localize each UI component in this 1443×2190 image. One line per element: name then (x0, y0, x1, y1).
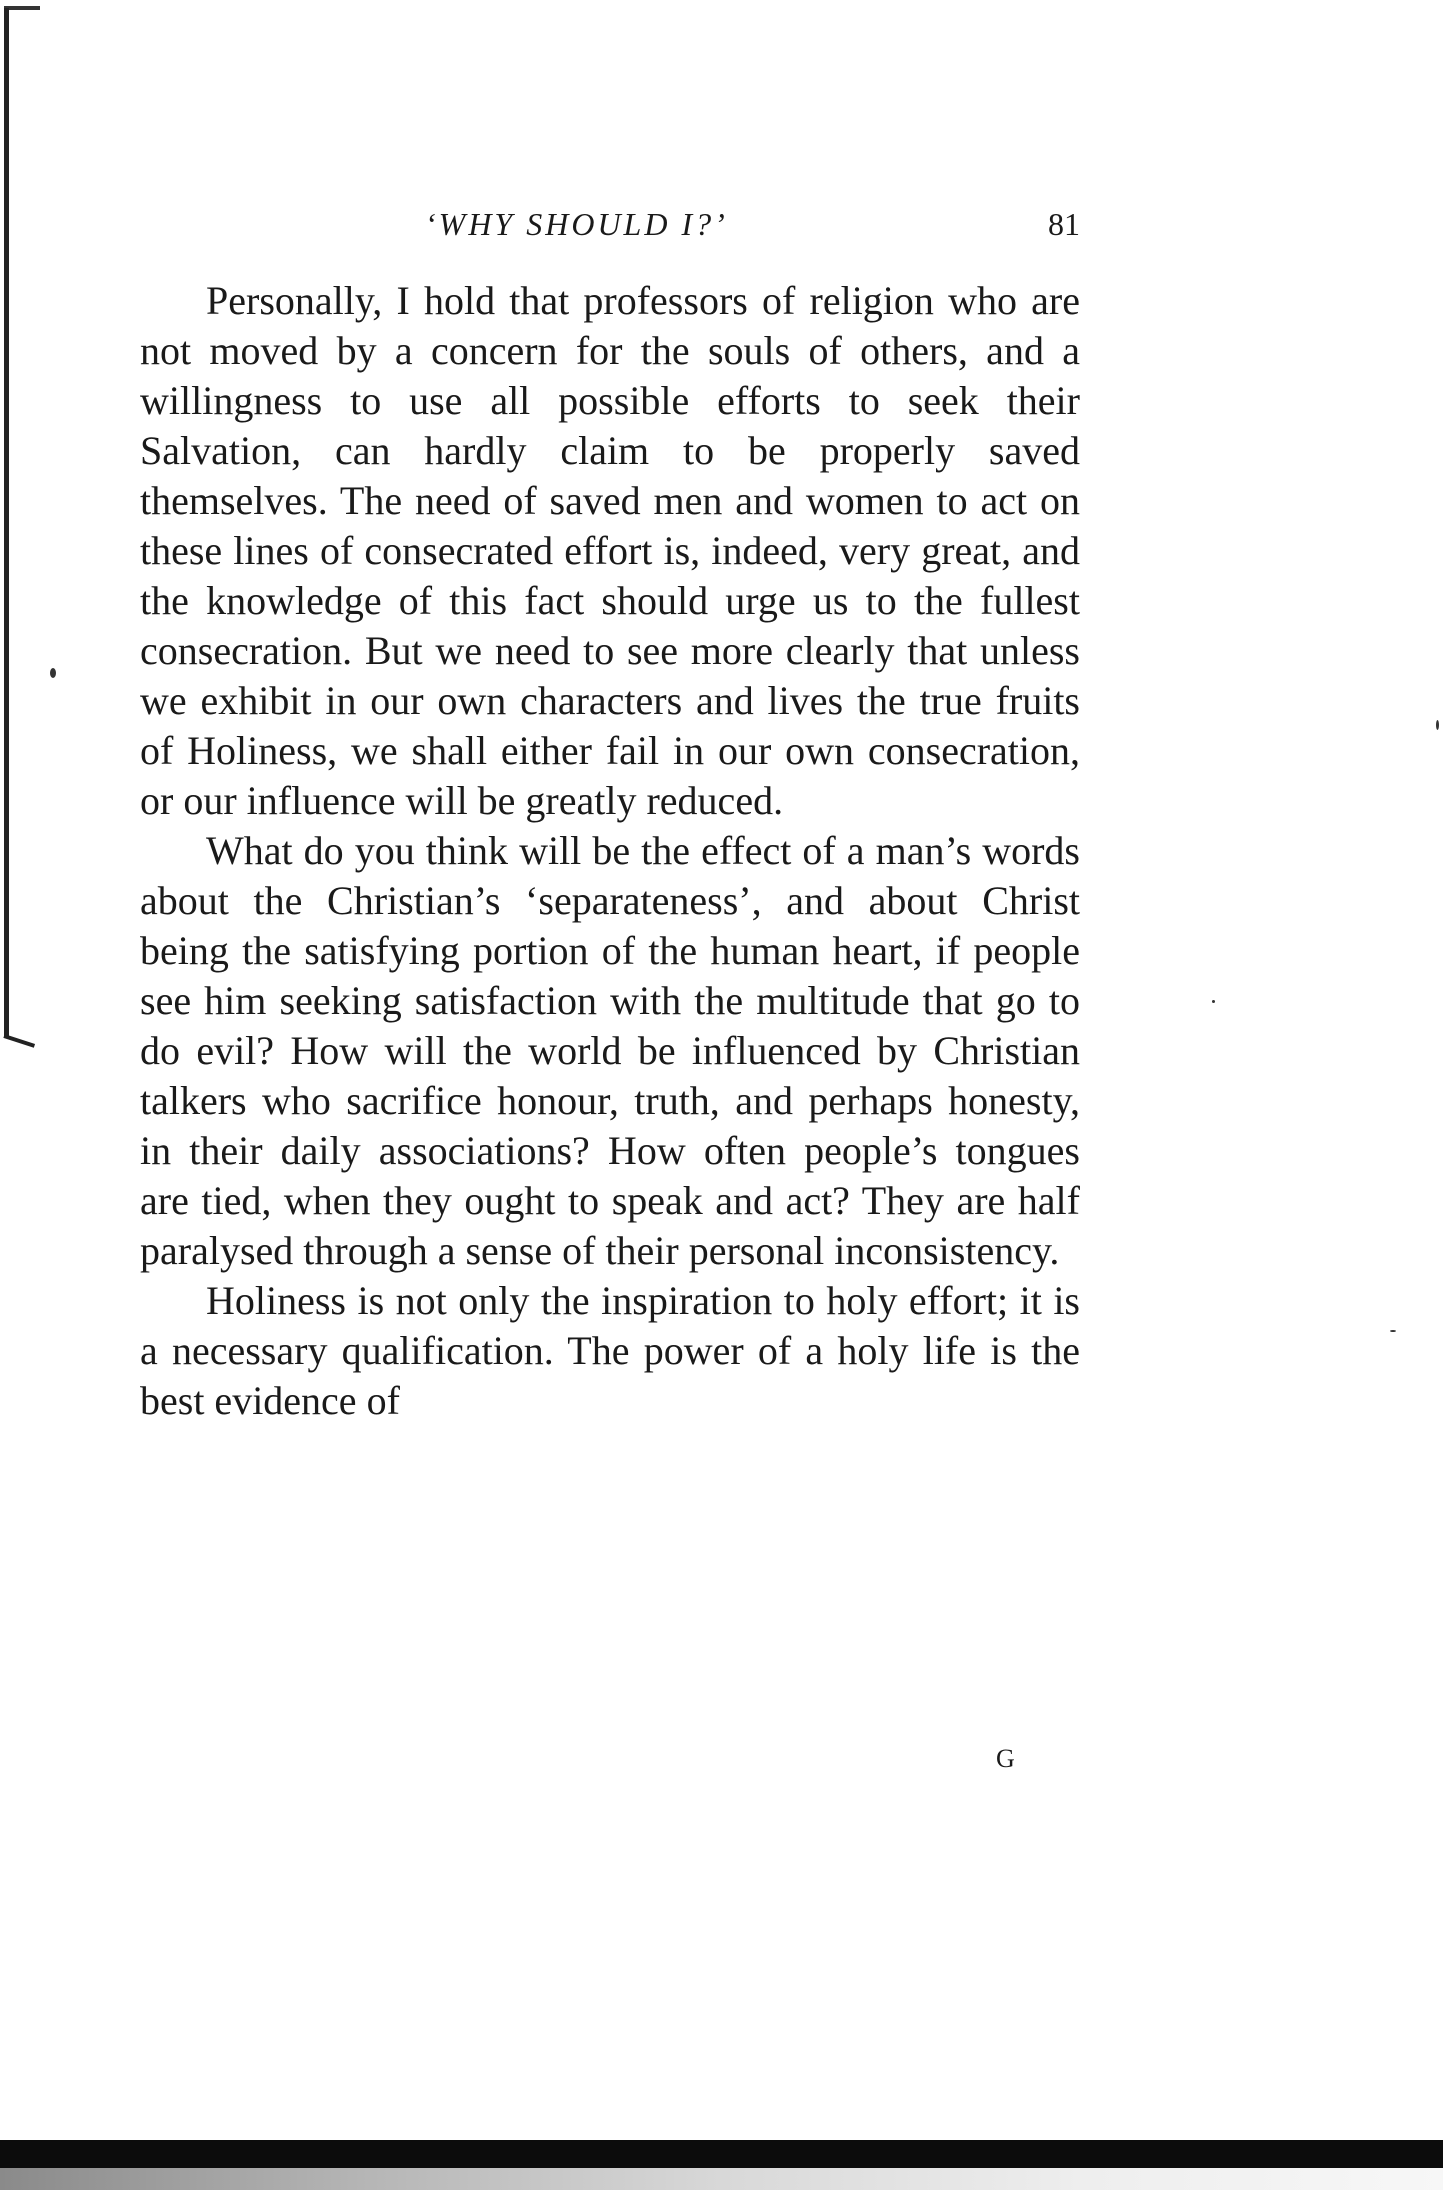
page-number: 81 (1048, 206, 1080, 242)
page-header (140, 206, 1080, 250)
scan-speck (1436, 720, 1439, 730)
binding-edge (4, 8, 9, 1036)
paragraph-2: What do you think will be the effect of a man’s words about the Christian’s ‘separateness’, and about Christ being the satisfying portion of the human heart, if people see him seeking satisfaction with the multitude that go to do evil? How will the world be influenced by Christian talkers who sacrifice honour, truth, and perhaps honesty, in their daily associations? How often people’s tongues are tied, when they ought to speak and act? They are half paralysed through a sense of their personal inconsistency. (140, 828, 1080, 1273)
body-text (140, 276, 1080, 1426)
binding-edge-bottom (3, 1034, 35, 1048)
scan-bottom-strip (0, 2168, 1443, 2190)
scan-speck (1390, 1330, 1396, 1332)
scan-speck (50, 668, 56, 678)
scan-bottom-bar (0, 2140, 1443, 2168)
scan-speck (1212, 1000, 1215, 1003)
paragraph-3: Holiness is not only the inspiration to holy effort; it is a necessary qualification. The power of a holy life is the best evidence of (140, 1278, 1080, 1423)
binding-edge-top (4, 6, 40, 10)
paragraph-1: Personally, I hold that professors of religion who are not moved by a concern for the souls of others, and a willingness to use all possible efforts to seek their Salvation, can hardly claim to be properly saved themselves. The need of saved men and women to act on these lines of consecrated effort is, indeed, very great, and the knowledge of this fact should urge us to the fullest consecration. But we need to see more clearly that unless we exhibit in our own characters and lives the true fruits of Holiness, we shall either fail in our own consecration, or our influence will be greatly reduced. (140, 278, 1080, 823)
signature-mark: G (996, 1744, 1015, 1773)
running-title: ‘WHY SHOULD I?’ (425, 206, 728, 242)
